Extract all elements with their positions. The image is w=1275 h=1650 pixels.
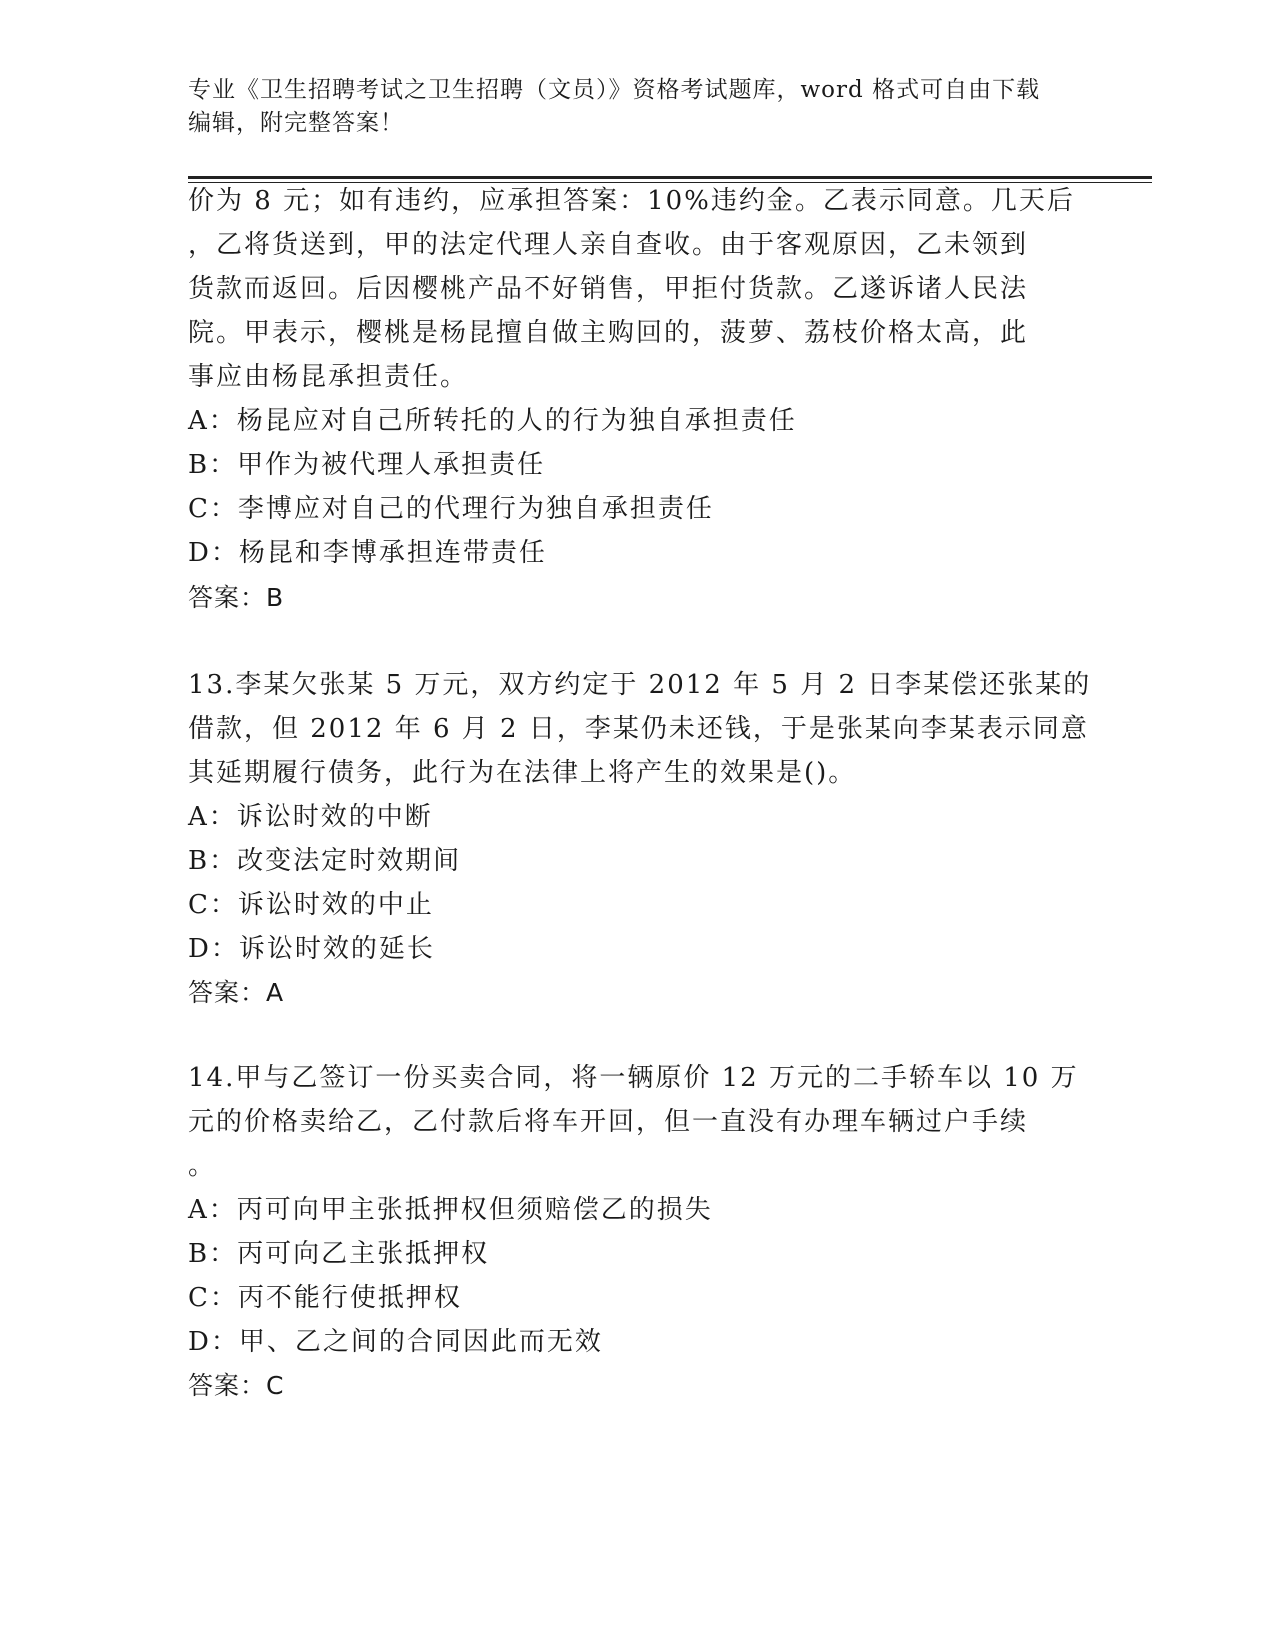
q13-answer: 答案：A [188,978,285,1007]
q13-body-line-1: 13.李某欠张某 5 万元，双方约定于 2012 年 5 月 2 日李某偿还张某的 [188,670,1092,700]
q12-body-line-4: 院。甲表示，樱桃是杨昆擅自做主购回的，菠萝、荔枝价格太高，此 [188,318,1029,348]
q12-option-c: C：李博应对自己的代理行为独自承担责任 [188,494,714,524]
q14-option-d: D：甲、乙之间的合同因此而无效 [188,1327,603,1357]
q12-option-a: A：杨昆应对自己所转托的人的行为独自承担责任 [188,406,797,436]
q13-body-line-3: 其延期履行债务，此行为在法律上将产生的效果是()。 [188,758,857,788]
q13-option-c: C：诉讼时效的中止 [188,890,434,920]
q12-body-line-5: 事应由杨昆承担责任。 [188,362,469,392]
q14-answer: 答案：C [188,1371,285,1400]
q13-option-d: D：诉讼时效的延长 [188,934,435,964]
q14-option-c: C：丙不能行使抵押权 [188,1283,462,1313]
q13-option-b: B：改变法定时效期间 [188,846,462,876]
q12-answer: 答案：B [188,583,285,612]
header-divider-thick [188,176,1152,179]
q14-option-a: A：丙可向甲主张抵押权但须赔偿乙的损失 [188,1195,713,1225]
q13-body-line-2: 借款，但 2012 年 6 月 2 日，李某仍未还钱，于是张某向李某表示同意 [188,714,1089,744]
q13-option-a: A：诉讼时效的中断 [188,802,433,832]
q14-body-line-3: 。 [188,1151,217,1181]
q14-option-b: B：丙可向乙主张抵押权 [188,1239,490,1269]
q14-body-line-2: 元的价格卖给乙，乙付款后将车开回，但一直没有办理车辆过户手续 [188,1107,1029,1137]
q12-body-line-2: ，乙将货送到，甲的法定代理人亲自查收。由于客观原因，乙未领到 [188,230,1029,260]
q12-option-d: D：杨昆和李博承担连带责任 [188,538,547,568]
header-line-1: 专业《卫生招聘考试之卫生招聘（文员）》资格考试题库，word 格式可自由下载 [188,77,1041,103]
q12-body-line-1: 价为 8 元；如有违约，应承担答案：10%违约金。乙表示同意。几天后 [188,186,1075,216]
q12-body-line-3: 货款而返回。后因樱桃产品不好销售，甲拒付货款。乙遂诉诸人民法 [188,274,1029,304]
document-header [188,74,1088,140]
header-line-2: 编辑，附完整答案！ [188,110,404,136]
q12-option-b: B：甲作为被代理人承担责任 [188,450,546,480]
q14-body-line-1: 14.甲与乙签订一份买卖合同，将一辆原价 12 万元的二手轿车以 10 万 [188,1063,1079,1093]
